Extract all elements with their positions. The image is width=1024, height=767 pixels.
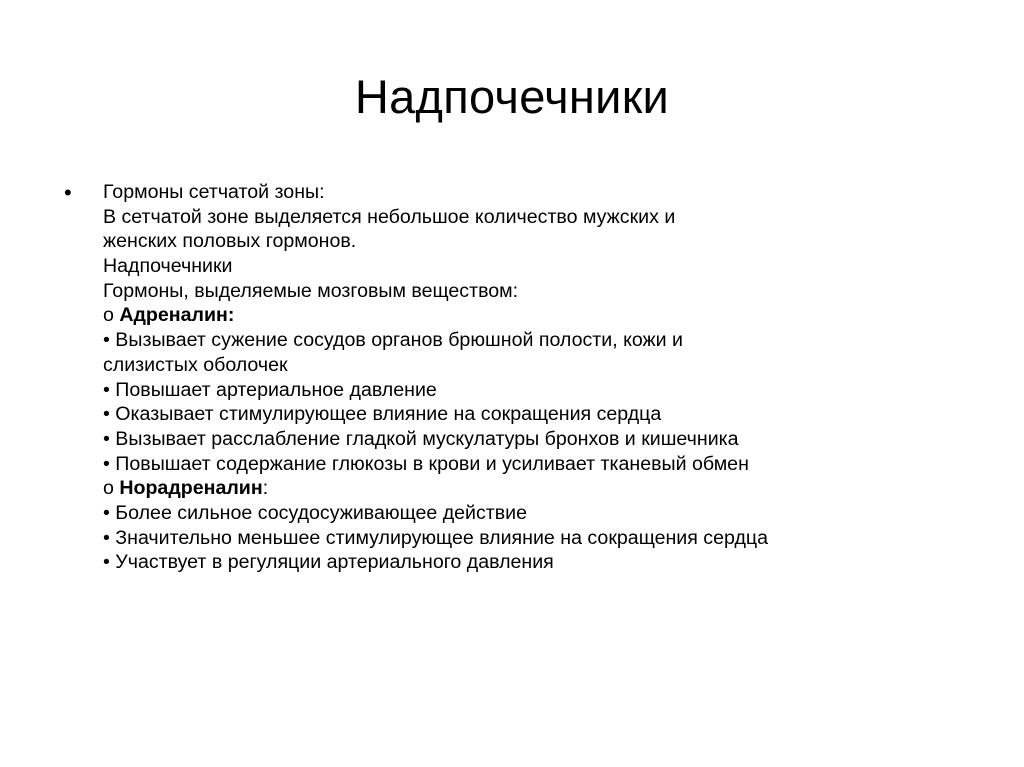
adrenaline-heading xyxy=(103,303,983,328)
slide-title: Надпочечники xyxy=(354,70,670,123)
body-line: женских половых гормонов. xyxy=(103,230,357,253)
body-line: • Участвует в регуляции артериального давления xyxy=(103,551,554,574)
body-line: • Повышает содержание глюкозы в крови и усиливает тканевый обмен xyxy=(103,452,749,475)
body-line: В сетчатой зоне выделяется небольшое количество мужских и xyxy=(103,205,676,228)
list-marker: o xyxy=(103,304,120,327)
body-line: • Повышает артериальное давление xyxy=(103,378,437,401)
adrenaline-label: Адреналин: xyxy=(119,304,235,327)
body-line: Гормоны, выделяемые мозговым веществом: xyxy=(103,279,519,302)
body-line: • Вызывает расслабление гладкой мускулатуры бронхов и кишечника xyxy=(103,427,739,450)
body-line: слизистых оболочек xyxy=(103,353,288,376)
body-line: • Оказывает стимулирующее влияние на сокращения сердца xyxy=(103,403,662,426)
body-line: • Значительно меньшее стимулирующее влияние на сокращения сердца xyxy=(103,526,769,549)
body-line: • Более сильное сосудосуживающее действие xyxy=(103,501,528,524)
slide-body xyxy=(103,180,983,575)
body-line: Надпочечники xyxy=(103,255,233,278)
list-marker: o xyxy=(103,477,120,500)
noradrenaline-colon: : xyxy=(262,477,269,500)
bullet-marker: • xyxy=(64,180,72,205)
noradrenaline-label: Норадреналин xyxy=(119,477,263,500)
body-line: • Вызывает сужение сосудов органов брюшной полости, кожи и xyxy=(103,329,683,352)
noradrenaline-heading xyxy=(103,476,983,501)
body-line: Гормоны сетчатой зоны: xyxy=(103,181,325,203)
